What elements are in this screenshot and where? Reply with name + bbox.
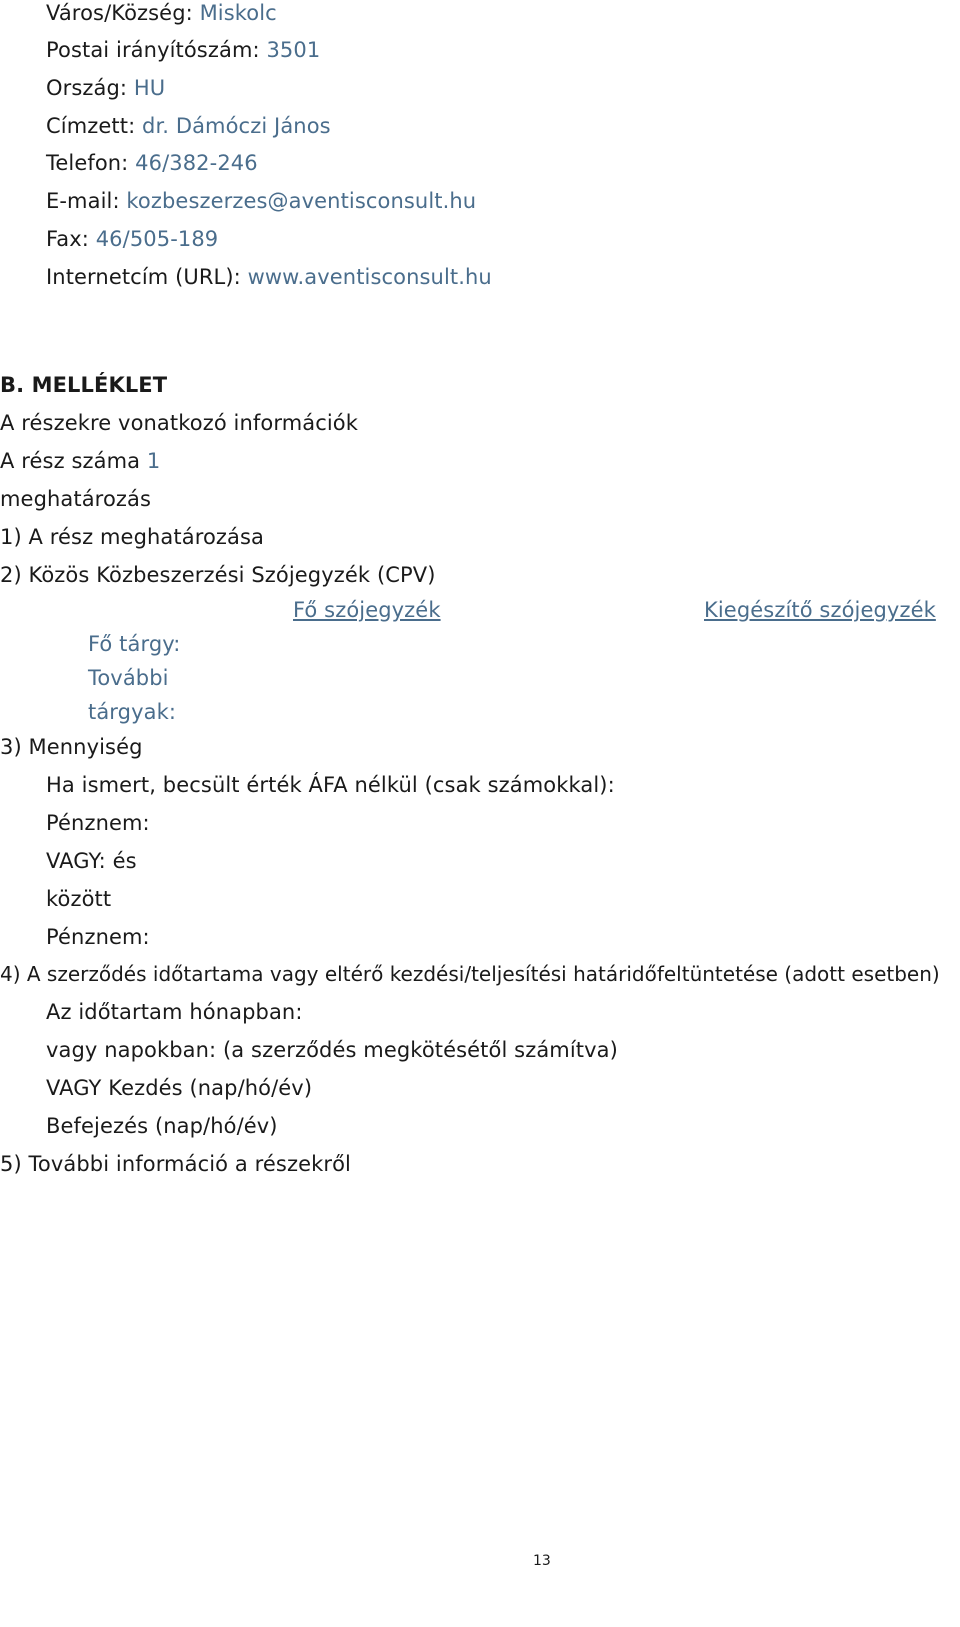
part-number-line <box>0 448 160 474</box>
item-4: 4) A szerződés időtartama vagy eltérő kezdési/teljesítési határidőfeltüntetése (adott esetben) <box>0 962 940 986</box>
cpv-main-subject-label: Fő tárgy: <box>88 632 181 656</box>
fax-line <box>46 226 218 252</box>
item-3: 3) Mennyiség <box>0 735 143 759</box>
email-line <box>46 188 476 214</box>
duration-days: vagy napokban: (a szerződés megkötésétől számítva) <box>46 1038 618 1062</box>
item-2: 2) Közös Közbeszerzési Szójegyzék (CPV) <box>0 563 436 587</box>
item-5: 5) További információ a részekről <box>0 1152 351 1176</box>
cpv-further-label-2: tárgyak: <box>88 700 177 724</box>
qty-between: között <box>46 887 112 911</box>
part-number-value: 1 <box>146 449 161 473</box>
part-number-label: A rész száma <box>0 449 141 473</box>
phone-label: Telefon: <box>46 151 129 175</box>
fax-label: Fax: <box>46 227 89 251</box>
city-label: Város/Község: <box>46 1 193 25</box>
duration-months: Az időtartam hónapban: <box>46 1000 303 1024</box>
country-line <box>46 75 165 101</box>
annex-subtitle: A részekre vonatkozó információk <box>0 411 359 435</box>
qty-or: VAGY: és <box>46 849 137 873</box>
recipient-value: dr. Dámóczi János <box>142 114 331 138</box>
country-label: Ország: <box>46 76 128 100</box>
postal-line <box>46 37 320 63</box>
cpv-supp-vocab-link[interactable]: Kiegészítő szójegyzék <box>704 598 936 622</box>
cpv-further-label-1: További <box>88 666 169 690</box>
phone-line <box>46 150 258 176</box>
recipient-line <box>46 113 331 139</box>
page-number: 13 <box>533 1553 551 1569</box>
cpv-main-vocab-link[interactable]: Fő szójegyzék <box>293 598 441 622</box>
url-label: Internetcím (URL): <box>46 265 241 289</box>
fax-value: 46/505-189 <box>95 227 219 251</box>
definition-line: meghatározás <box>0 487 152 511</box>
qty-estimate: Ha ismert, becsült érték ÁFA nélkül (csak számokkal): <box>46 773 615 797</box>
city-line <box>46 0 277 26</box>
duration-end: Befejezés (nap/hó/év) <box>46 1114 278 1138</box>
duration-start: VAGY Kezdés (nap/hó/év) <box>46 1076 313 1100</box>
url-value[interactable]: www.aventisconsult.hu <box>247 265 492 289</box>
country-value: HU <box>133 76 166 100</box>
qty-currency-1: Pénznem: <box>46 811 150 835</box>
postal-label: Postai irányítószám: <box>46 38 260 62</box>
annex-title: B. MELLÉKLET <box>0 373 168 397</box>
email-label: E-mail: <box>46 189 120 213</box>
url-line <box>46 264 492 290</box>
qty-currency-2: Pénznem: <box>46 925 150 949</box>
postal-value: 3501 <box>266 38 321 62</box>
city-value: Miskolc <box>199 1 277 25</box>
phone-value: 46/382-246 <box>135 151 258 175</box>
recipient-label: Címzett: <box>46 114 136 138</box>
email-value[interactable]: kozbeszerzes@aventisconsult.hu <box>126 189 477 213</box>
item-1: 1) A rész meghatározása <box>0 525 265 549</box>
